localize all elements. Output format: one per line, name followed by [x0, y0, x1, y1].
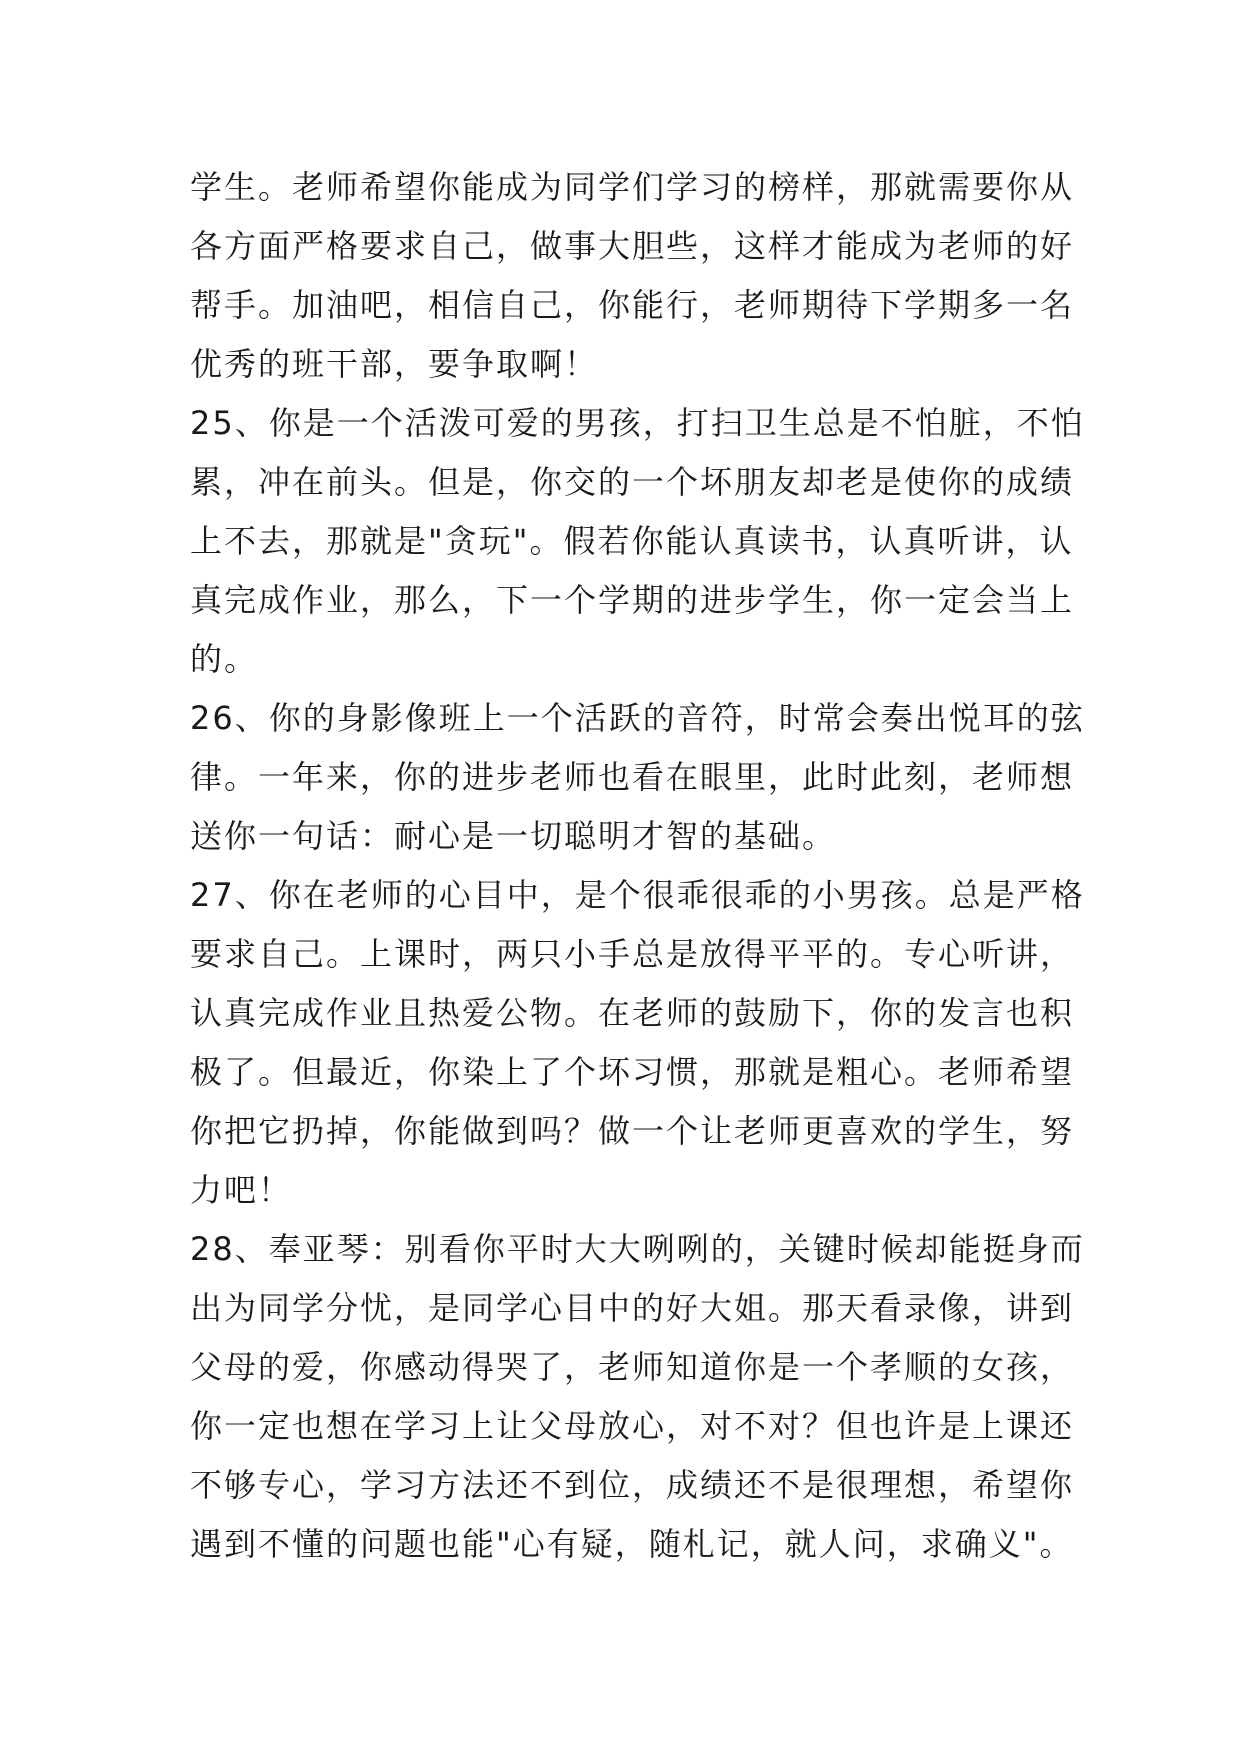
text-line: 帮手。加油吧，相信自己，你能行，老师期待下学期多一名	[190, 286, 1075, 324]
text-line: 你把它扔掉，你能做到吗？做一个让老师更喜欢的学生，努	[190, 1112, 1075, 1150]
text-line: 的。	[190, 640, 259, 678]
text-line: 真完成作业，那么，下一个学期的进步学生，你一定会当上	[190, 581, 1075, 619]
text-line: 26、你的身影像班上一个活跃的音符，时常会奏出悦耳的弦	[190, 699, 1085, 737]
text-line: 各方面严格要求自己，做事大胆些，这样才能成为老师的好	[190, 227, 1075, 265]
text-line: 认真完成作业且热爱公物。在老师的鼓励下，你的发言也积	[190, 994, 1075, 1032]
text-line: 28、奉亚琴：别看你平时大大咧咧的，关键时候却能挺身而	[190, 1230, 1085, 1268]
text-line: 极了。但最近，你染上了个坏习惯，那就是粗心。老师希望	[190, 1053, 1075, 1091]
text-line: 律。一年来，你的进步老师也看在眼里，此时此刻，老师想	[190, 758, 1075, 796]
text-line: 累，冲在前头。但是，你交的一个坏朋友却老是使你的成绩	[190, 463, 1075, 501]
text-line: 送你一句话：耐心是一切聪明才智的基础。	[190, 817, 837, 855]
text-line: 遇到不懂的问题也能"心有疑，随札记，就人问，求确义"。	[190, 1525, 1074, 1563]
document-body	[190, 158, 1090, 1574]
text-line: 力吧！	[190, 1171, 293, 1209]
text-line: 父母的爱，你感动得哭了，老师知道你是一个孝顺的女孩，	[190, 1348, 1075, 1386]
text-line: 27、你在老师的心目中，是个很乖很乖的小男孩。总是严格	[190, 876, 1085, 914]
text-line: 25、你是一个活泼可爱的男孩，打扫卫生总是不怕脏，不怕	[190, 404, 1085, 442]
text-line: 出为同学分忧，是同学心目中的好大姐。那天看录像，讲到	[190, 1289, 1075, 1327]
text-line: 上不去，那就是"贪玩"。假若你能认真读书，认真听讲，认	[190, 522, 1074, 560]
text-line: 优秀的班干部，要争取啊！	[190, 345, 599, 383]
text-line: 不够专心，学习方法还不到位，成绩还不是很理想，希望你	[190, 1466, 1075, 1504]
text-line: 你一定也想在学习上让父母放心，对不对？但也许是上课还	[190, 1407, 1075, 1445]
text-line: 要求自己。上课时，两只小手总是放得平平的。专心听讲，	[190, 935, 1075, 973]
text-line: 学生。老师希望你能成为同学们学习的榜样，那就需要你从	[190, 168, 1075, 206]
